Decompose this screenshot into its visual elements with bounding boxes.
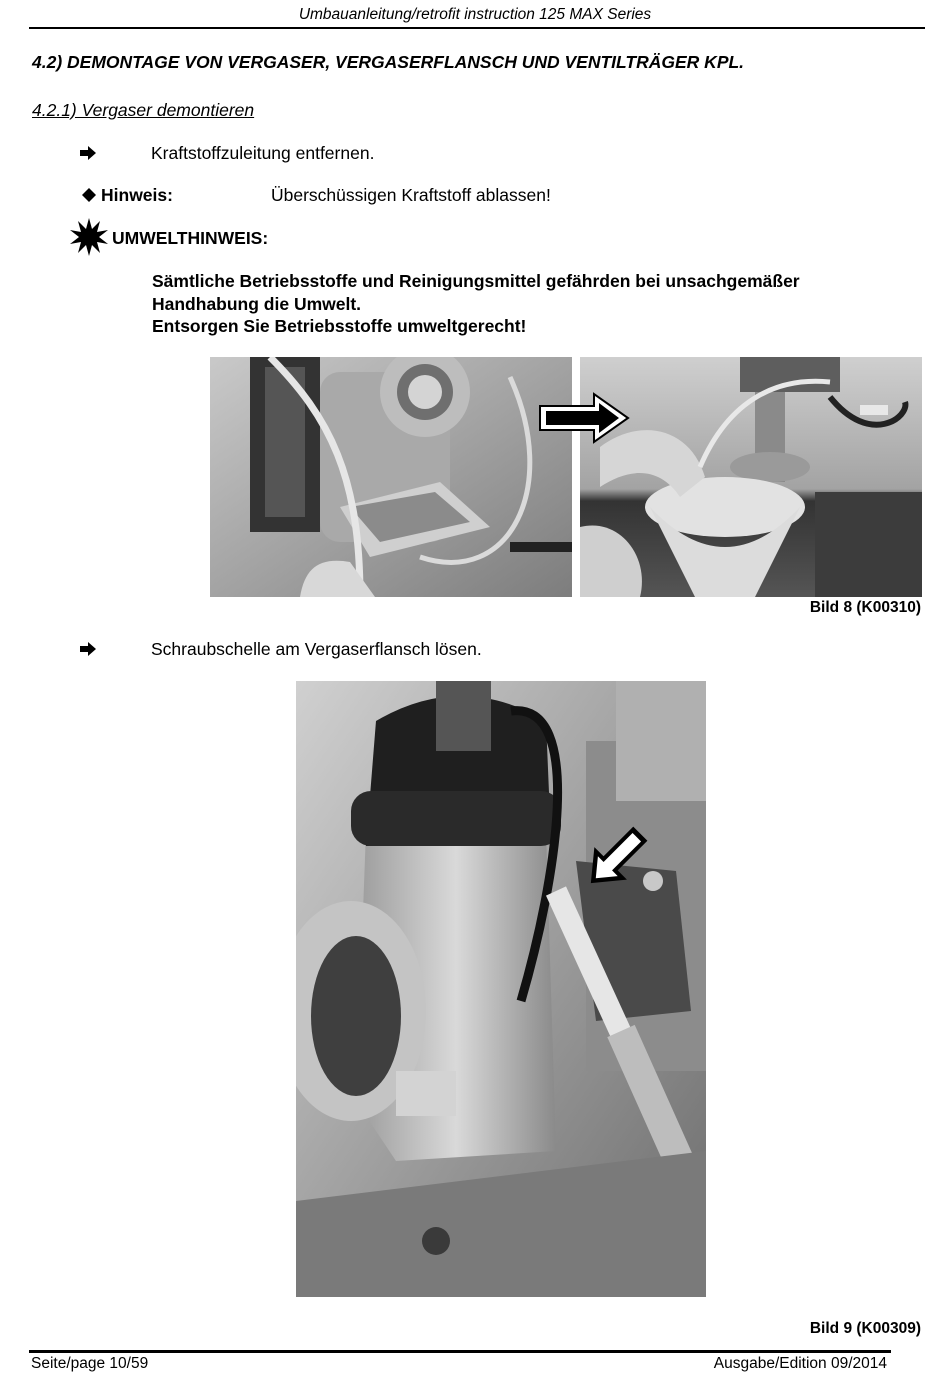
arrow-bullet-icon [80, 642, 96, 656]
arrow-bullet-icon [80, 146, 96, 160]
header-rule [29, 27, 925, 29]
hint-label: Hinweis: [101, 185, 173, 205]
running-header: Umbauanleitung/retrofit instruction 125 MAX Series [298, 6, 652, 23]
right-arrow-icon [538, 392, 630, 444]
down-left-arrow-icon [578, 818, 656, 896]
diamond-bullet-icon [82, 188, 96, 202]
photo-carburetor-fuel-line [210, 357, 572, 597]
photo-loosening-clamp [296, 681, 706, 1297]
step-text: Schraubschelle am Vergaserflansch lösen. [151, 639, 482, 659]
environment-text [152, 270, 912, 338]
footer-rule [29, 1350, 891, 1353]
sub-heading: 4.2.1) Vergaser demontieren [32, 100, 255, 120]
figure-caption: Bild 9 (K00309) [809, 1320, 921, 1337]
hint-text: Überschüssigen Kraftstoff ablassen! [271, 185, 551, 205]
environment-line: Handhabung die Umwelt. [152, 293, 362, 314]
environment-line: Entsorgen Sie Betriebsstoffe umweltgerecht! [152, 316, 527, 336]
edition: Ausgabe/Edition 09/2014 [713, 1355, 887, 1372]
figure-caption: Bild 8 (K00310) [809, 599, 921, 616]
section-heading: 4.2) DEMONTAGE VON VERGASER, VERGASERFLANSCH UND VENTILTRÄGER KPL. [32, 52, 745, 72]
environment-label: UMWELTHINWEIS: [112, 228, 269, 248]
photo-draining-fuel [580, 357, 922, 597]
page-number: Seite/page 10/59 [31, 1355, 149, 1372]
environment-line: Sämtliche Betriebsstoffe und Reinigungsmittel gefährden bei unsachgemäßer [152, 271, 800, 291]
step-text: Kraftstoffzuleitung entfernen. [151, 143, 375, 163]
burst-warning-icon [70, 218, 108, 256]
